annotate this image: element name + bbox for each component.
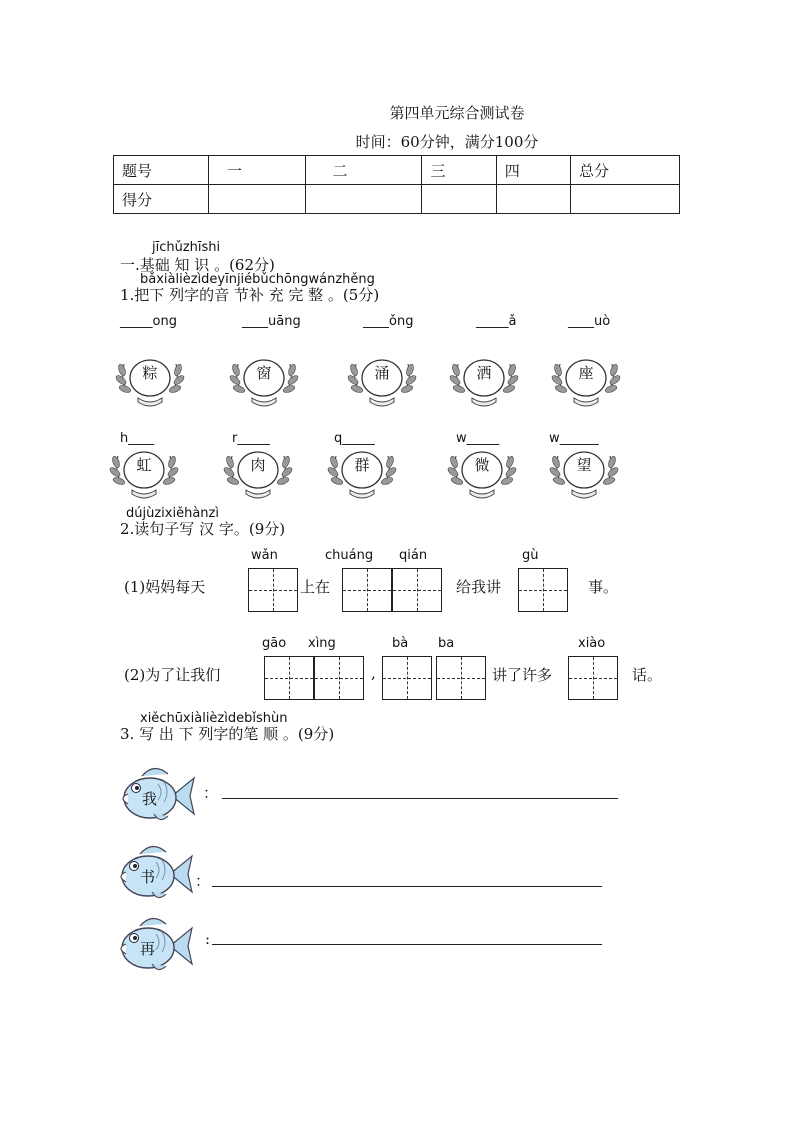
table-header-cell: 三: [422, 156, 496, 185]
fish-card: [112, 840, 194, 908]
sentence-text: 事。: [588, 578, 619, 596]
medal-char: 微: [474, 456, 490, 474]
pinyin-hint: qián: [399, 548, 428, 563]
colon: ：: [203, 784, 219, 802]
pinyin-hint: bà: [392, 636, 409, 651]
pinyin-blank[interactable]: h____: [120, 431, 155, 446]
q3-pinyin: xiěchūxiàlièzìdebǐshùn: [140, 711, 288, 726]
pinyin-blank[interactable]: q_____: [334, 431, 375, 446]
score-table: [113, 155, 680, 214]
page-subtitle: 时间：60分钟，满分100分: [355, 133, 539, 151]
laurel-medal: [108, 440, 180, 502]
tianzige-box[interactable]: [342, 568, 392, 612]
pinyin-hint: chuáng: [325, 548, 374, 563]
tianzige-box[interactable]: [568, 656, 618, 700]
pinyin-blank[interactable]: w_____: [456, 431, 500, 446]
medal-char: 肉: [250, 456, 266, 474]
colon: ：: [195, 872, 211, 890]
table-header-cell: 二: [306, 156, 422, 185]
pinyin-blank[interactable]: r_____: [232, 431, 270, 446]
score-cell[interactable]: [570, 185, 679, 214]
fish-char: 再: [140, 940, 156, 958]
fish-card: [114, 762, 196, 830]
laurel-medal: [448, 348, 520, 410]
laurel-medal: [114, 348, 186, 410]
pinyin-hint: xiào: [578, 636, 606, 651]
tianzige-box[interactable]: [392, 568, 442, 612]
q1-heading: 1.把下 列字的音 节补 充 完 整 。(5分): [120, 286, 380, 304]
stroke-order-line[interactable]: [222, 798, 618, 799]
laurel-medal: [446, 440, 518, 502]
page-title: 第四单元综合测试卷: [389, 104, 525, 122]
tianzige-box[interactable]: [382, 656, 432, 700]
colon: :: [205, 930, 211, 948]
section1-pinyin: jīchǔzhīshi: [152, 240, 221, 255]
medal-char: 群: [354, 456, 370, 474]
sentence-text: 给我讲: [456, 578, 502, 596]
stroke-order-line[interactable]: [212, 886, 602, 887]
laurel-medal: [548, 440, 620, 502]
pinyin-blank[interactable]: w______: [549, 431, 599, 446]
sentence-text: (2)为了让我们: [124, 666, 221, 684]
tianzige-box[interactable]: [314, 656, 364, 700]
table-row-label: 得分: [114, 185, 209, 214]
score-cell[interactable]: [422, 185, 496, 214]
pinyin-blank[interactable]: _____ong: [120, 314, 177, 329]
tianzige-box[interactable]: [248, 568, 298, 612]
table-header-cell: 题号: [114, 156, 209, 185]
sentence-text: 讲了许多: [492, 666, 553, 684]
sentence-text: ,: [371, 664, 376, 682]
medal-char: 涌: [374, 364, 390, 382]
table-header-cell: 一: [209, 156, 306, 185]
table-row: [114, 185, 680, 214]
score-cell[interactable]: [306, 185, 422, 214]
medal-char: 虹: [136, 456, 152, 474]
pinyin-blank[interactable]: _____ǎ: [476, 314, 517, 329]
laurel-medal: [550, 348, 622, 410]
laurel-medal: [346, 348, 418, 410]
medal-char: 粽: [142, 364, 158, 382]
medal-char: 望: [576, 456, 592, 474]
pinyin-blank[interactable]: ____uāng: [242, 314, 301, 329]
laurel-medal: [222, 440, 294, 502]
pinyin-hint: xìng: [308, 636, 336, 651]
table-row: [114, 156, 680, 185]
q2-heading: 2.读句子写 汉 字。(9分): [120, 520, 286, 538]
medal-char: 洒: [476, 364, 492, 382]
table-header-cell: 四: [496, 156, 570, 185]
tianzige-box[interactable]: [264, 656, 314, 700]
laurel-medal: [228, 348, 300, 410]
medal-char: 窗: [256, 364, 272, 382]
pinyin-blank[interactable]: ____ǒng: [363, 314, 414, 329]
pinyin-hint: gù: [522, 548, 539, 563]
sentence-text: (1)妈妈每天: [124, 578, 206, 596]
score-cell[interactable]: [496, 185, 570, 214]
score-cell[interactable]: [209, 185, 306, 214]
tianzige-box[interactable]: [518, 568, 568, 612]
q2-pinyin: dújùzixiěhànzì: [126, 506, 219, 521]
section1-heading: 一.基础 知 识 。(62分): [120, 256, 275, 274]
medal-char: 座: [578, 364, 594, 382]
stroke-order-line[interactable]: [212, 944, 602, 945]
sentence-text: 上在: [300, 578, 331, 596]
pinyin-hint: wǎn: [251, 548, 278, 563]
q3-heading: 3. 写 出 下 列字的笔 顺 。(9分): [120, 725, 335, 743]
pinyin-hint: gāo: [262, 636, 287, 651]
tianzige-box[interactable]: [436, 656, 486, 700]
sentence-text: 话。: [632, 666, 663, 684]
table-header-cell: 总分: [570, 156, 679, 185]
fish-char: 书: [140, 868, 156, 886]
fish-char: 我: [142, 790, 158, 808]
pinyin-hint: ba: [438, 636, 455, 651]
pinyin-blank[interactable]: ____uò: [568, 314, 611, 329]
laurel-medal: [326, 440, 398, 502]
q1-pinyin: bǎxiàlièzìdeyīnjiébǔchōngwánzhěng: [140, 272, 375, 287]
fish-card: [112, 912, 194, 980]
